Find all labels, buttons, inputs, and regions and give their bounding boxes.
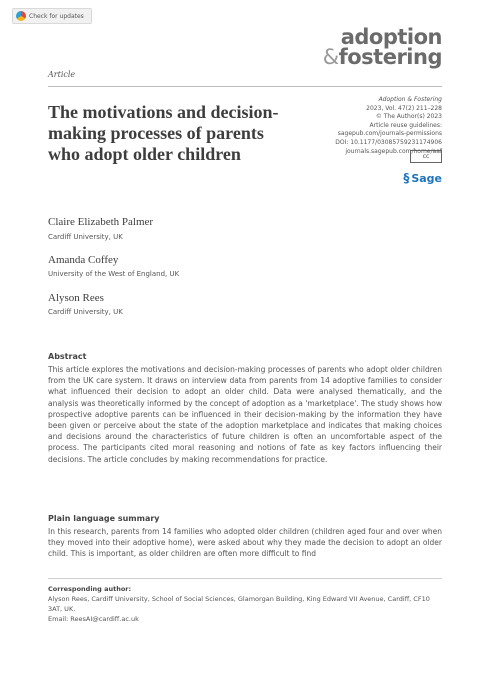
journal-logo — [322, 25, 442, 69]
article-title: The motivations and decision-making processes of parents who adopt older children — [48, 102, 279, 164]
reuse-link[interactable]: sagepub.com/journals-permissions — [337, 130, 442, 138]
article-metadata — [335, 96, 442, 156]
journal-logo-line2: fostering — [338, 45, 442, 69]
author-affiliation: Cardiff University, UK — [48, 308, 123, 316]
plain-summary-text: In this research, parents from 14 families who adopted older children (children aged four and over when they moved into their adoptive home), were asked about why they made the decision to adopt an older child. This is important, as older children are often more difficult to find — [48, 527, 442, 559]
journal-url[interactable]: journals.sagepub.com/home/aaf — [345, 147, 442, 155]
author-name: Claire Elizabeth Palmer — [48, 216, 154, 228]
journal-name: Adoption & Fostering — [378, 96, 442, 103]
check-for-updates-button[interactable] — [12, 8, 92, 24]
corresponding-author-details — [48, 594, 442, 624]
volume-info: 2023, Vol. 47(2) 211–228 — [366, 104, 442, 112]
author-name: Amanda Coffey — [48, 254, 119, 266]
article-type-label: Article — [48, 70, 76, 79]
publisher-name: Sage — [411, 171, 442, 185]
footer-divider — [48, 578, 442, 579]
author-affiliation: Cardiff University, UK — [48, 233, 123, 241]
sage-s-icon: § — [403, 171, 410, 185]
corresponding-author-heading: Corresponding author: — [48, 585, 132, 593]
corresponding-address: Alyson Rees, Cardiff University, School of Social Sciences, Glamorgan Building, King Edward VII Avenue, Cardiff, CF10 3AT, UK. — [48, 595, 430, 613]
abstract-text: This article explores the motivations and decision-making processes of parents who adopt older children from the UK care system. It draws on interview data from parents from 14 adoptive families to consider what influenced their decision to adopt an older child. Data were analysed thematically, and the analysis was theoretically informed by the concept of adoption as a 'marketplace'. The study shows how prospective adoptive parents can be influenced in their decision-making by the information they have been given or perceive about the state of the adoption marketplace and indicates that making choices and decisions around the characteristics of future children is often an uncomfortable aspect of the process. The participants cited moral reasoning and notions of fate as key factors influencing their decisions. The article concludes by making recommendations for practice. — [48, 365, 442, 464]
creative-commons-icon: cc — [410, 150, 442, 163]
corresponding-email[interactable]: Email: ReesAI@cardiff.ac.uk — [48, 615, 139, 623]
author-affiliation: University of the West of England, UK — [48, 270, 180, 278]
plain-summary-heading: Plain language summary — [48, 514, 160, 523]
abstract-heading: Abstract — [48, 352, 87, 361]
journal-logo-line1: adoption — [340, 25, 442, 49]
header-divider — [48, 86, 442, 87]
journal-logo-ampersand: & — [322, 45, 339, 69]
check-for-updates-label: Check for updates — [29, 12, 84, 20]
copyright: © The Author(s) 2023 — [375, 113, 442, 121]
crossmark-icon — [16, 11, 26, 21]
author-name: Alyson Rees — [48, 292, 104, 304]
publisher-logo — [403, 171, 442, 185]
doi-link[interactable]: DOI: 10.1177/03085759231174906 — [335, 138, 442, 146]
reuse-label: Article reuse guidelines: — [369, 121, 442, 129]
